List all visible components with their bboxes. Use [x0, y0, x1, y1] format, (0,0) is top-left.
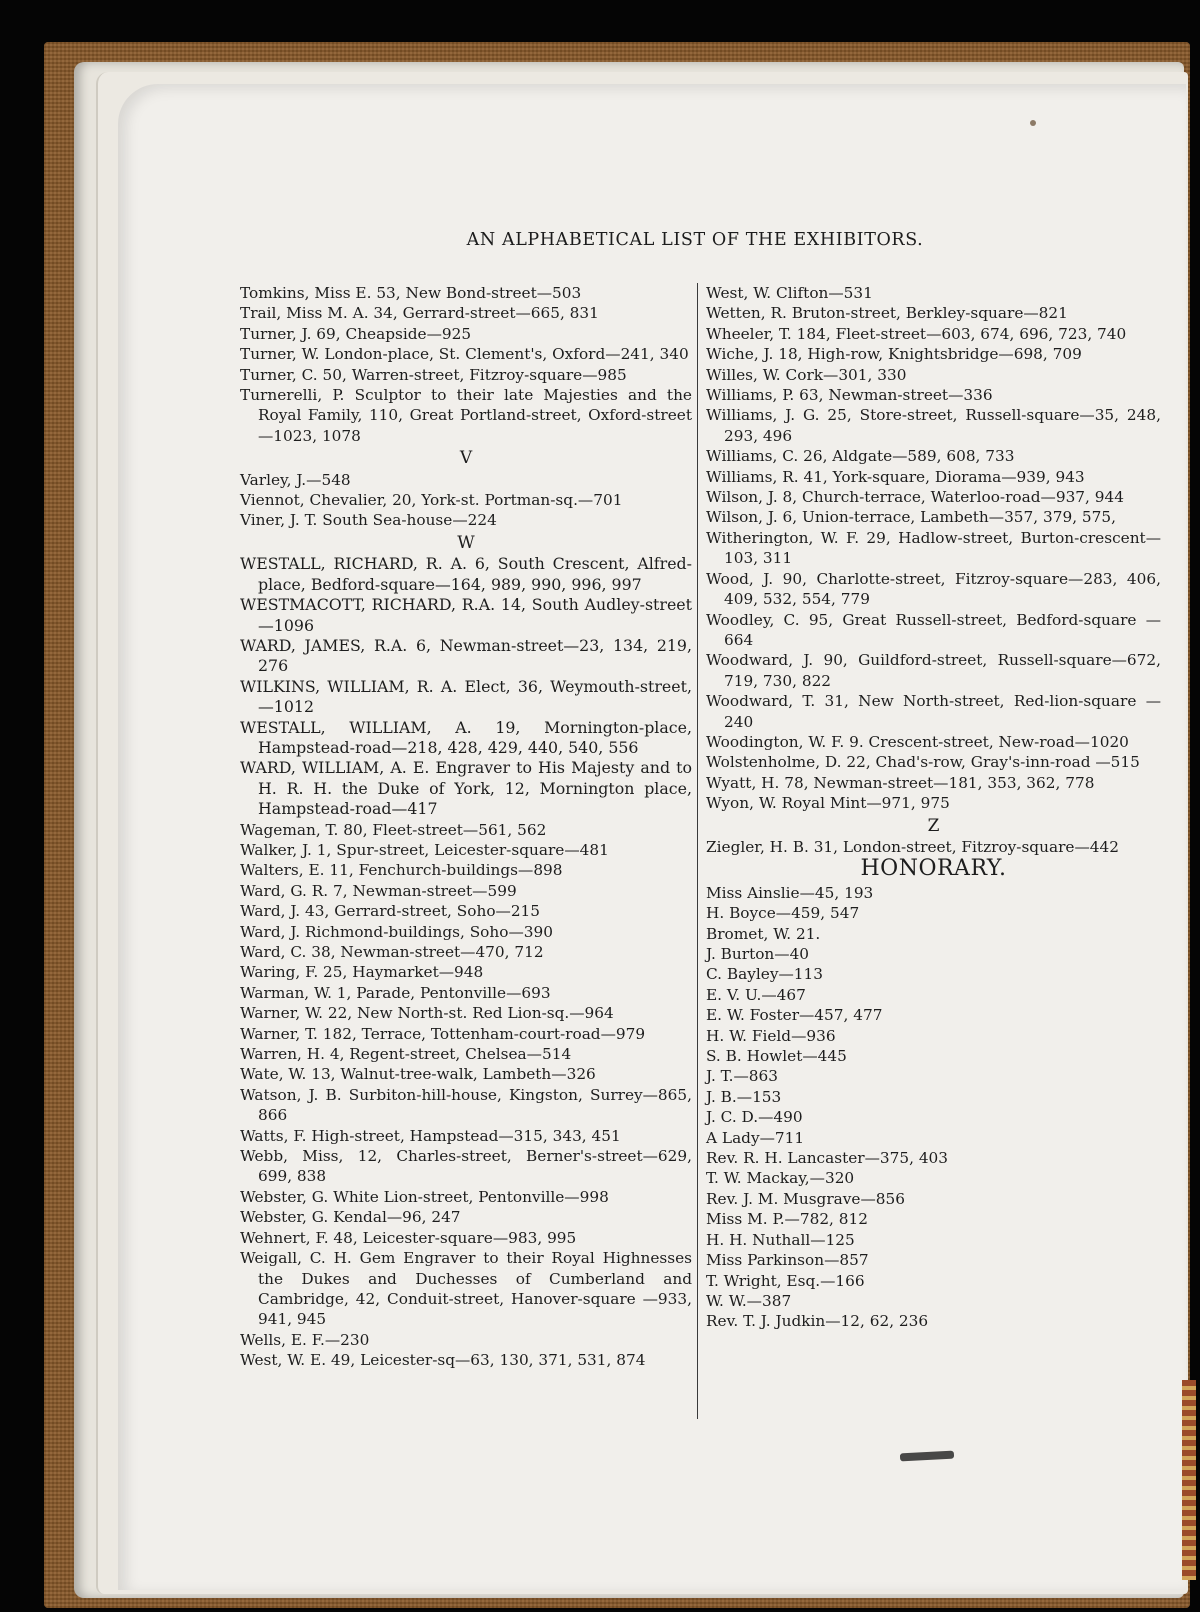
- exhibitor-entry: Warner, T. 182, Terrace, Tottenham-court-road—979: [240, 1024, 646, 1043]
- exhibitor-entry: Wood, J. 90, Charlotte-street, Fitzroy-square—283, 406, 409, 532, 554, 779: [706, 569, 1161, 609]
- exhibitor-entry: Wyon, W. Royal Mint—971, 975: [706, 794, 950, 813]
- exhibitor-entry: Viennot, Chevalier, 20, York-st. Portman-sq.—701: [240, 491, 623, 510]
- exhibitor-entry: Woodward, T. 31, New North-street, Red-lion-square —240: [706, 692, 1161, 731]
- academician-entry: WESTALL, RICHARD, R. A. 6, South Crescent, Alfred-place, Bedford-square—164, 989, 990, 996, 997: [240, 554, 692, 594]
- exhibitor-entry: Webb, Miss, 12, Charles-street, Berner's-street—629, 699, 838: [240, 1147, 692, 1186]
- academician-entry: WESTMACOTT, RICHARD, R.A. 14, South Audley-street—1096: [240, 595, 692, 635]
- exhibitor-entry: Ward, C. 38, Newman-street—470, 712: [240, 943, 544, 961]
- exhibitor-entry: Wells, E. F.—230: [240, 1330, 370, 1349]
- exhibitor-entry: A Lady—711: [706, 1128, 805, 1147]
- exhibitor-entry: T. Wright, Esq.—166: [706, 1271, 865, 1290]
- exhibitor-entry: West, W. Clifton—531: [706, 284, 873, 302]
- section-letter: W: [457, 532, 475, 553]
- exhibitor-entry: H. Boyce—459, 547: [706, 904, 860, 923]
- exhibitor-entry: Turnerelli, P. Sculptor to their late Majesties and the Royal Family, 110, Great Portland-street, Oxford-street—1023, 1078: [240, 386, 692, 445]
- academician-entry: WILKINS, WILLIAM, R. A. Elect, 36, Weymouth-street,—1012: [240, 676, 692, 717]
- exhibitor-entry: Willes, W. Cork—301, 330: [706, 365, 907, 384]
- exhibitor-entry: J. T.—863: [706, 1067, 778, 1086]
- exhibitor-entry: Rev. T. J. Judkin—12, 62, 236: [706, 1312, 929, 1331]
- exhibitor-entry: Wolstenholme, D. 22, Chad's-row, Gray's-inn-road —515: [706, 753, 1140, 772]
- exhibitor-entry: Wilson, J. 6, Union-terrace, Lambeth—357, 379, 575,: [706, 508, 1116, 527]
- exhibitor-entry: Wageman, T. 80, Fleet-street—561, 562: [240, 820, 547, 839]
- exhibitor-entry: Watson, J. B. Surbiton-hill-house, Kingston, Surrey—865, 866: [240, 1085, 692, 1125]
- exhibitor-entry: Wheeler, T. 184, Fleet-street—603, 674, 696, 723, 740: [706, 324, 1127, 343]
- exhibitor-entry: Turner, C. 50, Warren-street, Fitzroy-square—985: [240, 365, 627, 384]
- exhibitor-entry: Tomkins, Miss E. 53, New Bond-street—503: [240, 284, 582, 302]
- exhibitor-entry: Williams, P. 63, Newman-street—336: [706, 386, 993, 405]
- exhibitor-entry: E. V. U.—467: [706, 985, 806, 1004]
- exhibitor-entry: Williams, C. 26, Aldgate—589, 608, 733: [706, 447, 1015, 466]
- exhibitor-entry: Wyatt, H. 78, Newman-street—181, 353, 362, 778: [706, 773, 1095, 792]
- exhibitor-entry: Ward, J. 43, Gerrard-street, Soho—215: [240, 902, 541, 921]
- exhibitor-entry: J. C. D.—490: [706, 1108, 803, 1127]
- exhibitor-entry: W. W.—387: [706, 1291, 792, 1310]
- exhibitor-entry: Webster, G. White Lion-street, Pentonville—998: [240, 1187, 609, 1206]
- exhibitor-entry: T. W. Mackay,—320: [706, 1169, 855, 1188]
- right-column: [706, 283, 1161, 1332]
- exhibitor-entry: Ward, J. Richmond-buildings, Soho—390: [240, 922, 553, 941]
- exhibitor-entry: Williams, R. 41, York-square, Diorama—939, 943: [706, 467, 1085, 486]
- bookmark-ribbon: [1182, 1380, 1196, 1580]
- exhibitor-entry: Viner, J. T. South Sea-house—224: [240, 511, 497, 530]
- exhibitor-entry: Ward, G. R. 7, Newman-street—599: [240, 881, 517, 900]
- exhibitor-entry: Miss Parkinson—857: [706, 1251, 869, 1270]
- exhibitor-entry: Weigall, C. H. Gem Engraver to their Royal Highnesses the Dukes and Duchesses of Cumberland and Cambridge, 42, Conduit-street, Hanover-square —933, 941, 945: [240, 1249, 692, 1329]
- exhibitor-entry: Varley, J.—548: [240, 470, 351, 489]
- exhibitor-entry: Trail, Miss M. A. 34, Gerrard-street—665, 831: [240, 304, 599, 323]
- exhibitor-entry: Woodley, C. 95, Great Russell-street, Bedford-square —664: [706, 610, 1161, 649]
- exhibitor-entry: Woodington, W. F. 9. Crescent-street, New-road—1020: [706, 732, 1129, 751]
- exhibitor-entry: Woodward, J. 90, Guildford-street, Russell-square—672, 719, 730, 822: [706, 651, 1161, 690]
- paper-blemish: [1030, 120, 1036, 126]
- exhibitor-entry: Ziegler, H. B. 31, London-street, Fitzroy-square—442: [706, 837, 1119, 856]
- exhibitor-entry: J. B.—153: [706, 1087, 782, 1106]
- exhibitor-entry: Wehnert, F. 48, Leicester-square—983, 995: [240, 1228, 577, 1247]
- academician-entry: WARD, WILLIAM, A. E. Engraver to His Majesty and to H. R. H. the Duke of York, 12, Mornington place, Hampstead-road—417: [240, 758, 692, 819]
- exhibitor-entry: J. Burton—40: [706, 945, 810, 963]
- exhibitor-entry: West, W. E. 49, Leicester-sq—63, 130, 371, 531, 874: [240, 1351, 646, 1370]
- left-column: [240, 283, 692, 1371]
- exhibitor-entry: Walker, J. 1, Spur-street, Leicester-square—481: [240, 840, 609, 859]
- section-heading-honorary: HONORARY.: [860, 856, 1007, 882]
- exhibitor-entry: Williams, J. G. 25, Store-street, Russell-square—35, 248, 293, 496: [706, 406, 1161, 445]
- exhibitor-entry: Wiche, J. 18, High-row, Knightsbridge—698, 709: [706, 345, 1082, 364]
- exhibitor-entry: Rev. R. H. Lancaster—375, 403: [706, 1149, 949, 1168]
- page-title: AN ALPHABETICAL LIST OF THE EXHIBITORS.: [466, 230, 924, 250]
- exhibitor-entry: Watts, F. High-street, Hampstead—315, 343, 451: [240, 1126, 621, 1145]
- exhibitor-entry: Wilson, J. 8, Church-terrace, Waterloo-road—937, 944: [706, 488, 1124, 507]
- exhibitor-entry: Wetten, R. Bruton-street, Berkley-square—821: [706, 304, 1068, 323]
- exhibitor-entry: Wate, W. 13, Walnut-tree-walk, Lambeth—326: [240, 1065, 596, 1084]
- exhibitor-entry: H. W. Field—936: [706, 1026, 836, 1045]
- column-divider: [697, 283, 698, 1419]
- exhibitor-entry: H. H. Nuthall—125: [706, 1230, 855, 1249]
- exhibitor-entry: Rev. J. M. Musgrave—856: [706, 1189, 905, 1208]
- exhibitor-entry: Webster, G. Kendal—96, 247: [240, 1208, 461, 1227]
- exhibitor-entry: S. B. Howlet—445: [706, 1047, 847, 1066]
- section-letter: V: [459, 448, 473, 469]
- exhibitor-entry: Warner, W. 22, New North-st. Red Lion-sq.—964: [240, 1004, 614, 1023]
- exhibitor-entry: Turner, J. 69, Cheapside—925: [240, 324, 472, 343]
- exhibitor-entry: Warren, H. 4, Regent-street, Chelsea—514: [240, 1045, 572, 1064]
- exhibitor-entry: Witherington, W. F. 29, Hadlow-street, Burton-crescent—103, 311: [706, 528, 1161, 568]
- exhibitor-entry: Miss Ainslie—45, 193: [706, 883, 874, 902]
- exhibitor-entry: E. W. Foster—457, 477: [706, 1006, 883, 1025]
- academician-entry: WESTALL, WILLIAM, A. 19, Mornington-place, Hampstead-road—218, 428, 429, 440, 540, 556: [240, 717, 692, 757]
- exhibitor-entry: Miss M. P.—782, 812: [706, 1210, 868, 1229]
- exhibitor-entry: Walters, E. 11, Fenchurch-buildings—898: [240, 861, 563, 880]
- section-letter: Z: [927, 815, 940, 836]
- exhibitor-entry: Waring, F. 25, Haymarket—948: [240, 963, 484, 982]
- exhibitor-entry: Warman, W. 1, Parade, Pentonville—693: [240, 983, 551, 1002]
- exhibitor-entry: C. Bayley—113: [706, 965, 823, 984]
- exhibitor-entry: Turner, W. London-place, St. Clement's, Oxford—241, 340: [240, 345, 689, 364]
- academician-entry: WARD, JAMES, R.A. 6, Newman-street—23, 134, 219, 276: [240, 635, 692, 676]
- exhibitor-entry: Bromet, W. 21.: [706, 924, 821, 943]
